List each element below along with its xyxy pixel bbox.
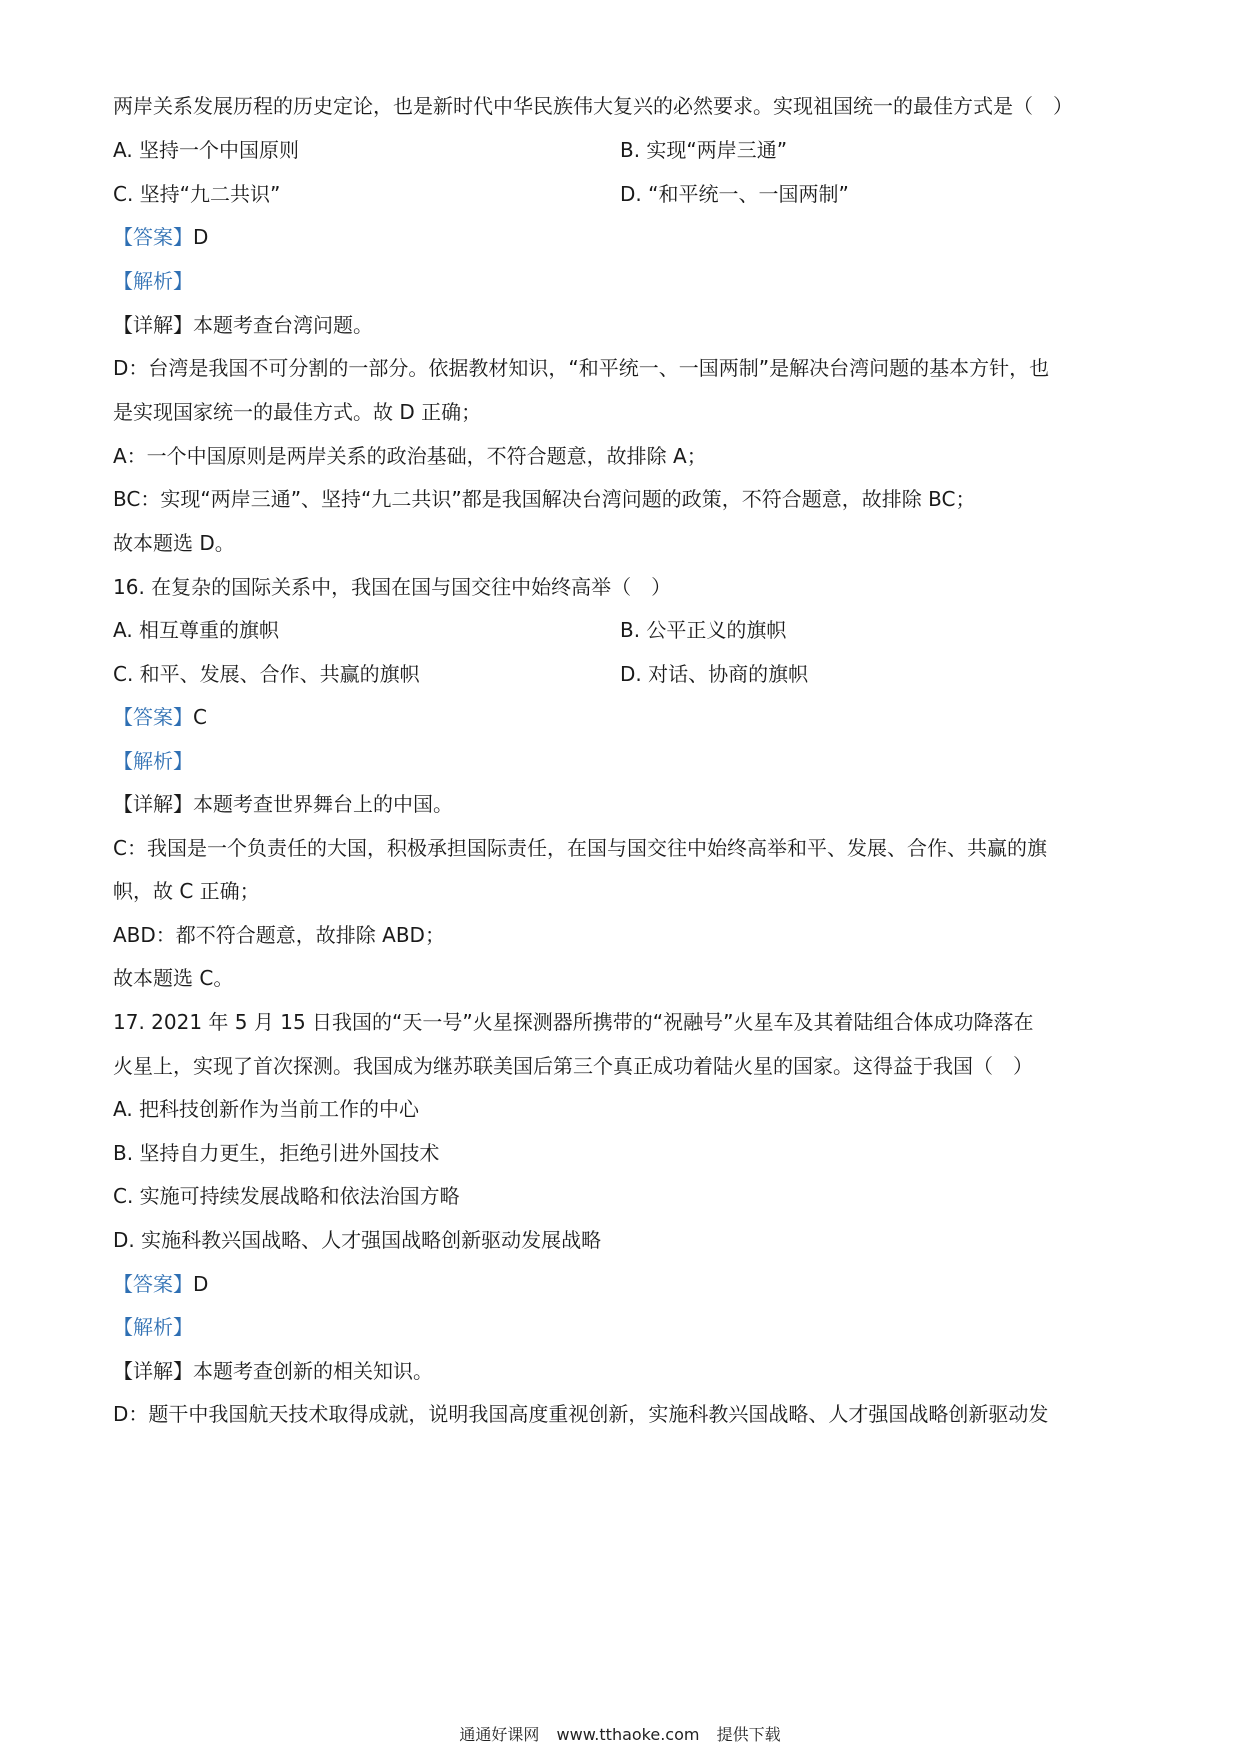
q17-explanation-1: D：题干中我国航天技术取得成就，说明我国高度重视创新，实施科教兴国战略、人才强国战略创新驱动发 [113, 1402, 1049, 1426]
q15-option-c: C. 坚持“九二共识” [113, 182, 281, 206]
q17-option-b: B. 坚持自力更生，拒绝引进外国技术 [113, 1141, 440, 1165]
q16-detail [113, 791, 453, 817]
detail-text: 本题考查世界舞台上的中国。 [193, 792, 453, 816]
q16-option-d: D. 对话、协商的旗帜 [620, 662, 809, 686]
footer-url[interactable]: www.tthaoke.com [556, 1725, 700, 1744]
q15-stem: 两岸关系发展历程的历史定论，也是新时代中华民族伟大复兴的必然要求。实现祖国统一的最佳方式是（ ） [113, 94, 1073, 118]
q17-option-d: D. 实施科教兴国战略、人才强国战略创新驱动发展战略 [113, 1228, 602, 1252]
q16-stem: 16. 在复杂的国际关系中，我国在国与国交往中始终高举（ ） [113, 575, 672, 599]
q15-explanation-2: 是实现国家统一的最佳方式。故 D 正确； [113, 400, 482, 424]
detail-text: 本题考查创新的相关知识。 [193, 1359, 433, 1383]
answer-tag: 【答案】 [113, 705, 193, 729]
answer-value: C [193, 705, 207, 729]
q17-analysis-tag: 【解析】 [113, 1315, 193, 1339]
q16-explanation-2: 帜，故 C 正确； [113, 879, 260, 903]
answer-tag: 【答案】 [113, 1272, 193, 1296]
q17-stem-1: 17. 2021 年 5 月 15 日我国的“天一号”火星探测器所携带的“祝融号”火星车及其着陆组合体成功降落在 [113, 1010, 1034, 1034]
footer-note: 提供下载 [716, 1725, 781, 1744]
q17-stem-2: 火星上，实现了首次探测。我国成为继苏联美国后第三个真正成功着陆火星的国家。这得益于我国（ ） [113, 1054, 1033, 1078]
q15-analysis-tag: 【解析】 [113, 269, 193, 293]
q17-detail [113, 1358, 433, 1384]
footer-site-name: 通通好课网 [459, 1725, 540, 1744]
q15-answer [113, 224, 208, 250]
q17-option-c: C. 实施可持续发展战略和依法治国方略 [113, 1184, 460, 1208]
answer-tag: 【答案】 [113, 225, 193, 249]
q16-answer [113, 704, 207, 730]
q16-explanation-1: C：我国是一个负责任的大国，积极承担国际责任，在国与国交往中始终高举和平、发展、合作、共赢的旗 [113, 836, 1047, 860]
q16-option-c: C. 和平、发展、合作、共赢的旗帜 [113, 662, 420, 686]
page-footer [0, 1724, 1240, 1746]
detail-tag: 【详解】 [113, 1359, 193, 1383]
q15-explanation-4: BC：实现“两岸三通”、坚持“九二共识”都是我国解决台湾问题的政策，不符合题意，故排除 BC； [113, 487, 976, 511]
q16-explanation-4: 故本题选 C。 [113, 966, 234, 990]
q16-analysis-tag: 【解析】 [113, 749, 193, 773]
answer-value: D [193, 1272, 209, 1296]
q15-option-d: D. “和平统一、一国两制” [620, 182, 849, 206]
q15-explanation-1: D：台湾是我国不可分割的一部分。依据教材知识，“和平统一、一国两制”是解决台湾问题的基本方针，也 [113, 356, 1050, 380]
q16-option-b: B. 公平正义的旗帜 [620, 618, 787, 642]
q17-answer [113, 1271, 208, 1297]
q16-option-a: A. 相互尊重的旗帜 [113, 618, 280, 642]
q15-detail [113, 312, 373, 338]
detail-text: 本题考查台湾问题。 [193, 313, 373, 337]
q15-option-b: B. 实现“两岸三通” [620, 138, 788, 162]
detail-tag: 【详解】 [113, 792, 193, 816]
q17-option-a: A. 把科技创新作为当前工作的中心 [113, 1097, 420, 1121]
detail-tag: 【详解】 [113, 313, 193, 337]
answer-value: D [193, 225, 209, 249]
q15-explanation-5: 故本题选 D。 [113, 531, 235, 555]
q16-explanation-3: ABD：都不符合题意，故排除 ABD； [113, 923, 445, 947]
q15-explanation-3: A：一个中国原则是两岸关系的政治基础，不符合题意，故排除 A； [113, 444, 707, 468]
q15-option-a: A. 坚持一个中国原则 [113, 138, 300, 162]
